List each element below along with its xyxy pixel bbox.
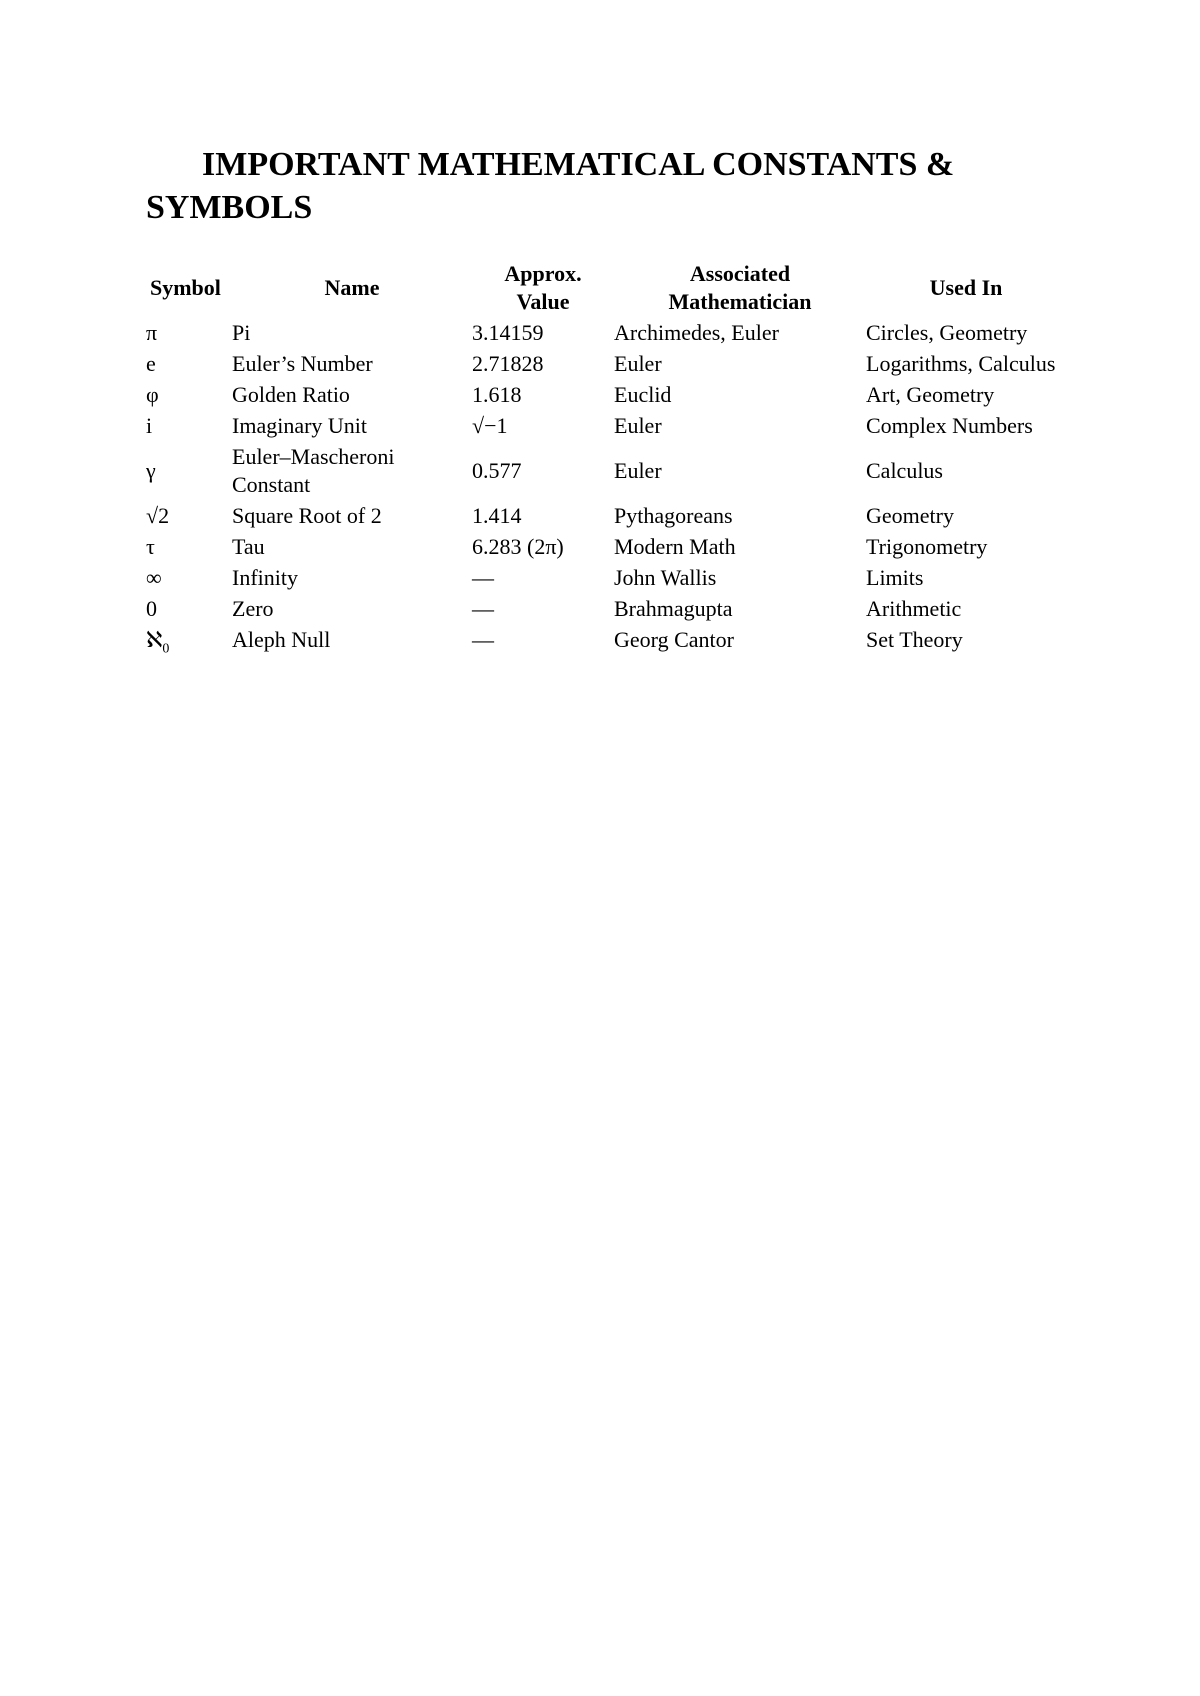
cell-symbol: 0 — [146, 596, 157, 621]
cell-used-in: Circles, Geometry — [866, 320, 1028, 345]
cell-symbol: γ — [146, 458, 156, 483]
cell-name: Golden Ratio — [232, 382, 350, 407]
cell-used-in: Limits — [866, 565, 924, 590]
header-mathematician-line2: Mathematician — [668, 289, 812, 314]
cell-symbol: √2 — [146, 503, 170, 528]
table-header — [146, 258, 1066, 318]
cell-name: Aleph Null — [232, 627, 331, 652]
cell-value: 6.283 (2π) — [472, 534, 564, 559]
cell-used-in: Trigonometry — [866, 534, 988, 559]
cell-symbol: τ — [146, 534, 155, 559]
cell-mathematician: Brahmagupta — [614, 596, 733, 621]
cell-name: Euler’s Number — [232, 351, 373, 376]
aleph-symbol: ℵ — [146, 627, 163, 652]
header-name: Name — [324, 275, 380, 300]
cell-value: — — [472, 627, 494, 652]
table-body — [146, 318, 1066, 656]
table-row — [146, 501, 1066, 532]
aleph-subscript: 0 — [162, 641, 170, 657]
cell-value: — — [472, 596, 494, 621]
cell-name: Square Root of 2 — [232, 503, 382, 528]
constants-table — [146, 258, 1066, 656]
table-row — [146, 563, 1066, 594]
cell-used-in: Art, Geometry — [866, 382, 995, 407]
page-title: IMPORTANT MATHEMATICAL CONSTANTS & SYMBOLS — [146, 146, 955, 226]
cell-name: Tau — [232, 534, 265, 559]
table-row — [146, 380, 1066, 411]
table-row — [146, 411, 1066, 442]
header-used-in: Used In — [929, 275, 1003, 300]
cell-mathematician: Modern Math — [614, 534, 736, 559]
table-row — [146, 625, 1066, 656]
cell-used-in: Arithmetic — [866, 596, 962, 621]
cell-symbol: π — [146, 320, 158, 345]
cell-symbol: φ — [146, 382, 159, 407]
cell-used-in: Logarithms, Calculus — [866, 351, 1056, 376]
cell-symbol — [146, 625, 232, 656]
cell-mathematician: Pythagoreans — [614, 503, 733, 528]
cell-value: 1.618 — [472, 382, 522, 407]
cell-value: 0.577 — [472, 458, 522, 483]
cell-mathematician: Euler — [614, 458, 662, 483]
table-row — [146, 318, 1066, 349]
cell-used-in: Complex Numbers — [866, 413, 1033, 438]
cell-value: 1.414 — [472, 503, 522, 528]
cell-mathematician: John Wallis — [614, 565, 717, 590]
cell-symbol: i — [146, 413, 153, 438]
cell-mathematician: Archimedes, Euler — [614, 320, 779, 345]
cell-value: √−1 — [472, 413, 508, 438]
cell-name: Imaginary Unit — [232, 413, 368, 438]
table-row — [146, 442, 1066, 501]
cell-name: Euler–Mascheroni Constant — [232, 444, 395, 497]
cell-mathematician: Euler — [614, 413, 662, 438]
cell-value: 3.14159 — [472, 320, 544, 345]
cell-name: Pi — [232, 320, 251, 345]
cell-mathematician: Euclid — [614, 382, 672, 407]
cell-mathematician: Georg Cantor — [614, 627, 734, 652]
header-value-line2: Value — [516, 289, 570, 314]
cell-used-in: Geometry — [866, 503, 954, 528]
cell-used-in: Calculus — [866, 458, 943, 483]
cell-symbol: ∞ — [146, 565, 162, 590]
table-row — [146, 532, 1066, 563]
cell-symbol: e — [146, 351, 156, 376]
cell-name: Infinity — [232, 565, 298, 590]
header-mathematician-line1: Associated — [689, 261, 791, 286]
table-row — [146, 594, 1066, 625]
header-value-line1: Approx. — [504, 261, 582, 286]
header-value — [472, 258, 614, 318]
header-mathematician — [614, 258, 866, 318]
header-row — [146, 258, 1066, 318]
header-symbol: Symbol — [150, 275, 221, 300]
table-row — [146, 349, 1066, 380]
cell-value: — — [472, 565, 494, 590]
cell-used-in: Set Theory — [866, 627, 963, 652]
cell-value: 2.71828 — [472, 351, 544, 376]
cell-mathematician: Euler — [614, 351, 662, 376]
cell-name: Zero — [232, 596, 274, 621]
